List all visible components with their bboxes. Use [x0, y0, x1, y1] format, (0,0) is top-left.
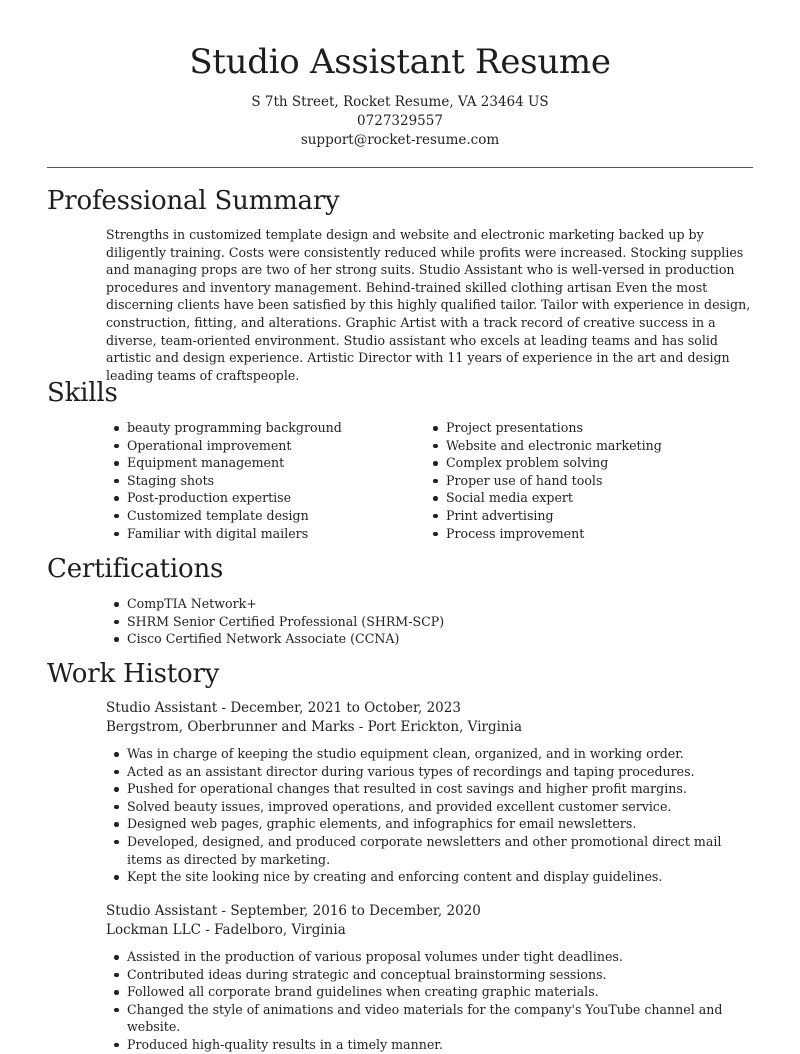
section-title-work-history: Work History [47, 659, 220, 689]
job-separator: - [217, 903, 231, 919]
certification-item: CompTIA Network+ [106, 595, 746, 613]
job-bullet: Acted as an assistant director during various types of recordings and taping procedures. [106, 763, 736, 781]
job-separator: - [217, 700, 231, 716]
job-bullet: Kept the site looking nice by creating and enforcing content and display guidelines. [106, 868, 736, 886]
section-title-skills: Skills [47, 378, 118, 408]
job-company: Bergstrom, Oberbrunner and Marks [106, 719, 355, 735]
job-bullet: Followed all corporate brand guidelines when creating graphic materials. [106, 983, 736, 1001]
job-bullet: Was in charge of keeping the studio equipment clean, organized, and in working order. [106, 745, 736, 763]
skill-item: Staging shots [106, 472, 406, 490]
skill-item: Proper use of hand tools [425, 472, 745, 490]
phone: 0727329557 [357, 113, 443, 129]
job-bullet: Solved beauty issues, improved operations, and provided excellent customer service. [106, 798, 736, 816]
job-bullet: Produced high-quality results in a timely manner. [106, 1036, 736, 1054]
job-start-date: December, 2021 [230, 700, 343, 716]
skill-item: Process improvement [425, 525, 745, 543]
job-end-date: December, 2020 [369, 903, 481, 919]
job-bullet: Designed web pages, graphic elements, and infographics for email newsletters. [106, 815, 736, 833]
skill-item: Familiar with digital mailers [106, 525, 406, 543]
skill-item: Project presentations [425, 419, 745, 437]
address: S 7th Street, Rocket Resume, VA 23464 US [251, 94, 549, 110]
summary-text: Strengths in customized template design and website and electronic marketing backed up by diligently training. Costs were consistently reduced while profits were increased. Stocking supplies and managing props are two of her strong suits. Studio Assistant who is well-versed in production procedures and inventory management. Behind-trained skilled clothing artisan Even the most discerning clients have been satisfied by this highly qualified tailor. Tailor with experience in design, construction, fitting, and alterations. Graphic Artist with a track record of creative success in a diverse, team-oriented environment. Studio assistant who excels at leading teams and has solid artistic and design experience. Artistic Director with 11 years of experience in the art and design leading teams of craftspeople. [106, 227, 751, 383]
skill-item: Social media expert [425, 489, 745, 507]
job-separator: - [354, 719, 368, 735]
job-bullet: Contributed ideas during strategic and conceptual brainstorming sessions. [106, 966, 736, 984]
section-title-summary: Professional Summary [47, 186, 340, 216]
skill-item: beauty programming background [106, 419, 406, 437]
job-company-line [106, 718, 522, 737]
skill-item: Print advertising [425, 507, 745, 525]
job-role: Studio Assistant [106, 903, 218, 919]
job-role: Studio Assistant [106, 700, 218, 716]
job-date-to: to [342, 700, 365, 716]
job-bullet: Developed, designed, and produced corporate newsletters and other promotional direct mail items as directed by marketing. [106, 833, 736, 868]
email: support@rocket-resume.com [300, 132, 500, 148]
job-company-line [106, 921, 346, 940]
job-company: Lockman LLC [106, 922, 201, 938]
job-bullets [106, 948, 736, 1054]
job-title-line [106, 902, 481, 921]
job-bullet: Assisted in the production of various proposal volumes under tight deadlines. [106, 948, 736, 966]
job-end-date: October, 2023 [364, 700, 461, 716]
certification-item: SHRM Senior Certified Professional (SHRM-SCP) [106, 613, 746, 631]
certifications-list [106, 595, 746, 648]
job-start-date: September, 2016 [230, 903, 347, 919]
job-location: Fadelboro, Virginia [214, 922, 346, 938]
job-bullets [106, 745, 736, 886]
job-bullet: Pushed for operational changes that resulted in cost savings and higher profit margins. [106, 780, 736, 798]
skill-item: Operational improvement [106, 437, 406, 455]
job-date-to: to [347, 903, 370, 919]
skill-item: Post-production expertise [106, 489, 406, 507]
certification-item: Cisco Certified Network Associate (CCNA) [106, 630, 746, 648]
skills-list-left [106, 419, 406, 542]
resume-title: Studio Assistant Resume [189, 42, 611, 82]
job-title-line [106, 699, 461, 718]
header-divider [47, 167, 753, 168]
skill-item: Complex problem solving [425, 454, 745, 472]
skill-item: Customized template design [106, 507, 406, 525]
skills-list-right [425, 419, 745, 542]
skill-item: Website and electronic marketing [425, 437, 745, 455]
skill-item: Equipment management [106, 454, 406, 472]
job-bullet: Changed the style of animations and video materials for the company's YouTube channel and website. [106, 1001, 736, 1036]
job-separator: - [200, 922, 215, 938]
job-location: Port Erickton, Virginia [367, 719, 522, 735]
section-title-certifications: Certifications [47, 554, 224, 584]
